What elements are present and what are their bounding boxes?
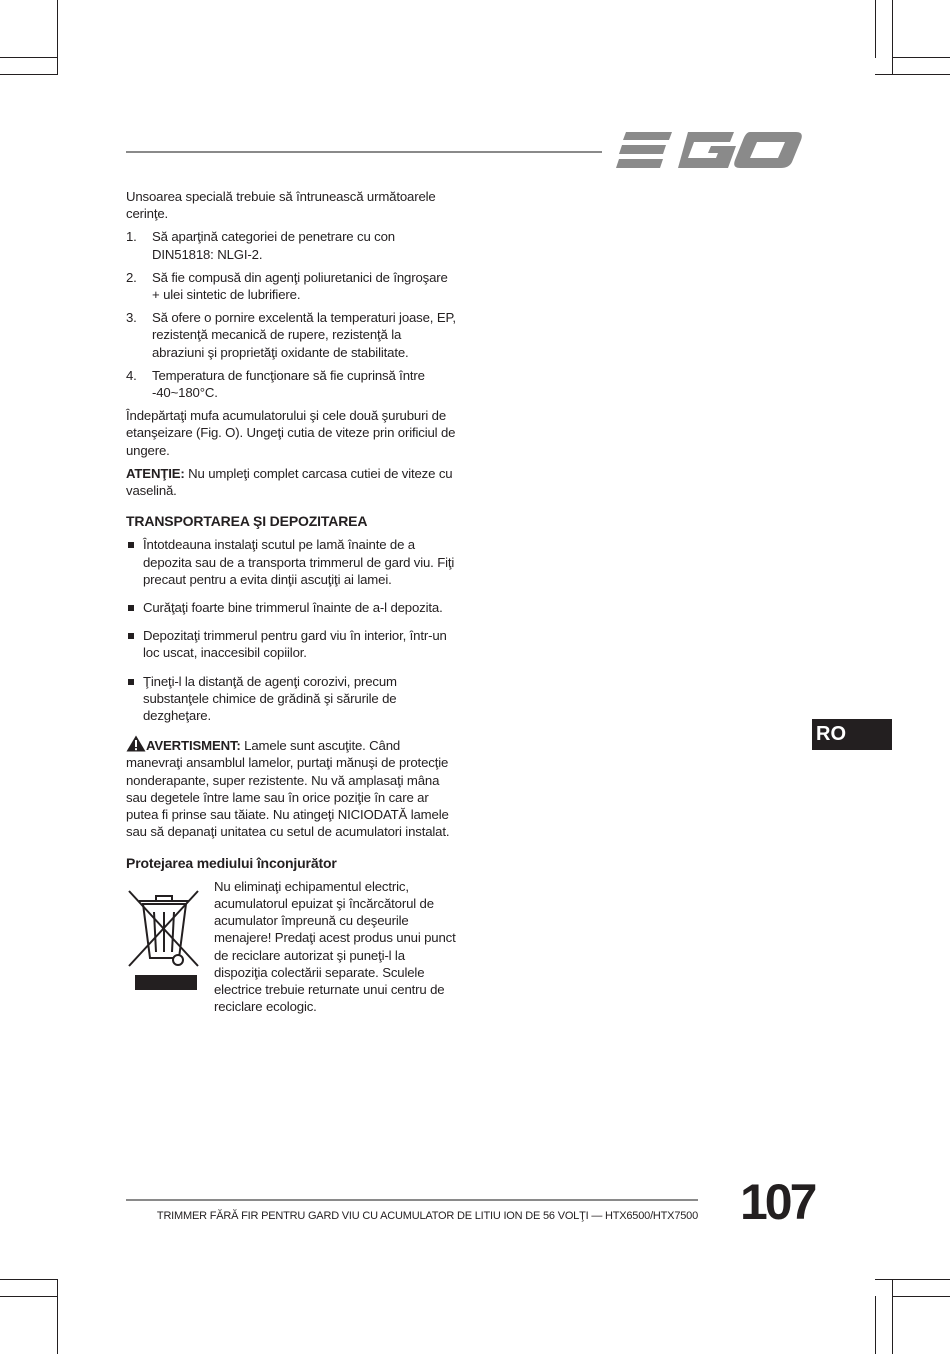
warning-text: Lamele sunt ascuţite. Când manevraţi ansamblul lamelor, purtaţi mănuşi de protecţie nonderapante, super rezistente. Nu vă amplasaţi mâna sau degetele între lame sau în orice poziţie în care ar putea fi prinse sau tăiate. Nu atingeţi NICIODATĂ lamele sau să depanaţi unitatea cu setul de acumulatori instalat. [126, 738, 450, 840]
item-number: 1. [126, 229, 137, 245]
crop-mark [892, 0, 893, 75]
language-tab: RO [812, 719, 892, 750]
footer-text: TRIMMER FĂRĂ FIR PENTRU GARD VIU CU ACUMULATOR DE LITIU ION DE 56 VOLŢI — HTX6500/HTX7500 [156, 1210, 698, 1222]
weee-symbol [126, 878, 214, 1016]
crop-mark [892, 1279, 893, 1354]
crop-mark [0, 57, 58, 58]
crop-mark [875, 74, 950, 75]
item-text: Întotdeauna instalaţi scutul pe lamă înainte de a depozita sau de a transporta trimmerul de gard viu. Fiţi precaut pentru a evita dinţii ascuţiţi ai lamei. [143, 537, 455, 587]
crop-mark [892, 1296, 950, 1297]
crop-mark [0, 1296, 58, 1297]
requirement-item [126, 228, 456, 262]
attention-paragraph [126, 465, 456, 499]
remove-paragraph: Îndepărtaţi mufa acumulatorului şi cele două şuruburi de etanşeizare (Fig. O). Ungeţi cutia de viteze prin orificiul de ungere. [126, 408, 456, 458]
crossed-bin-icon [126, 878, 206, 994]
header-rule [126, 151, 602, 153]
environment-text: Nu eliminaţi echipamentul electric, acumulatorul epuizat şi încărcătorul de acumulator împreună cu deşeurile menajere! Predaţi acest produs unui punct de reciclare autorizat şi puneţi-l la dispoziţia colectării separate. Sculele electrice trebuie returnate unui centru de reciclare ecologic. [214, 878, 456, 1015]
transport-item [126, 536, 456, 588]
page-number: 107 [740, 1174, 815, 1230]
warning-paragraph [126, 735, 456, 840]
item-text: Să ofere o pornire excelentă la temperaturi joase, EP, rezistenţă mecanică de rupere, rezistenţă la abraziuni şi proprietăţi oxidante de stabilitate. [152, 310, 456, 360]
transport-item [126, 673, 456, 725]
transport-item [126, 599, 456, 616]
attention-text: Nu umpleţi complet carcasa cutiei de viteze cu vaselină. [126, 465, 453, 499]
item-text: Să aparţină categoriei de penetrare cu con DIN51818: NLGI-2. [152, 229, 395, 262]
transport-item [126, 627, 456, 661]
footer-rule [126, 1199, 698, 1201]
intro-paragraph: Unsoarea specială trebuie să întrunească următoarele cerinţe. [126, 189, 436, 222]
item-text: Depozitaţi trimmerul pentru gard viu în interior, într-un loc uscat, inaccesibil copiilor. [143, 628, 447, 661]
crop-mark [0, 74, 58, 75]
requirement-item [126, 367, 456, 401]
crop-mark [57, 0, 58, 75]
warning-label: AVERTISMENT: [146, 738, 241, 754]
item-text: Curăţaţi foarte bine trimmerul înainte de a-l depozita. [143, 600, 443, 616]
requirement-item [126, 309, 456, 361]
bullet-square [128, 633, 134, 639]
crop-mark [892, 57, 950, 58]
bullet-square [128, 679, 134, 685]
item-number: 4. [126, 367, 137, 383]
main-column [126, 188, 456, 1015]
item-text: Să fie compusă din agenţi poliuretanici de îngroşare + ulei sintetic de lubrifiere. [152, 269, 448, 303]
crop-mark [875, 0, 876, 58]
item-number: 3. [126, 310, 137, 326]
transport-heading: TRANSPORTAREA ŞI DEPOZITAREA [126, 513, 368, 530]
item-text: Temperatura de funcţionare să fie cuprinsă între -40~180°C. [152, 367, 425, 401]
item-number: 2. [126, 269, 137, 285]
environment-heading: Protejarea mediului înconjurător [126, 854, 337, 871]
bullet-square [128, 542, 134, 548]
crop-mark [875, 1296, 876, 1354]
warning-icon [126, 735, 146, 752]
ego-logo [616, 128, 802, 172]
environment-block [126, 878, 456, 1016]
crop-mark [875, 1279, 950, 1280]
crop-mark [57, 1279, 58, 1354]
item-text: Ţineţi-l la distanţă de agenţi corozivi, precum substanţele chimice de grădină şi sărurile de dezgheţare. [143, 673, 397, 724]
requirement-item [126, 269, 456, 303]
crop-mark [0, 1279, 58, 1280]
bullet-square [128, 605, 134, 611]
attention-label: ATENŢIE: [126, 465, 185, 481]
